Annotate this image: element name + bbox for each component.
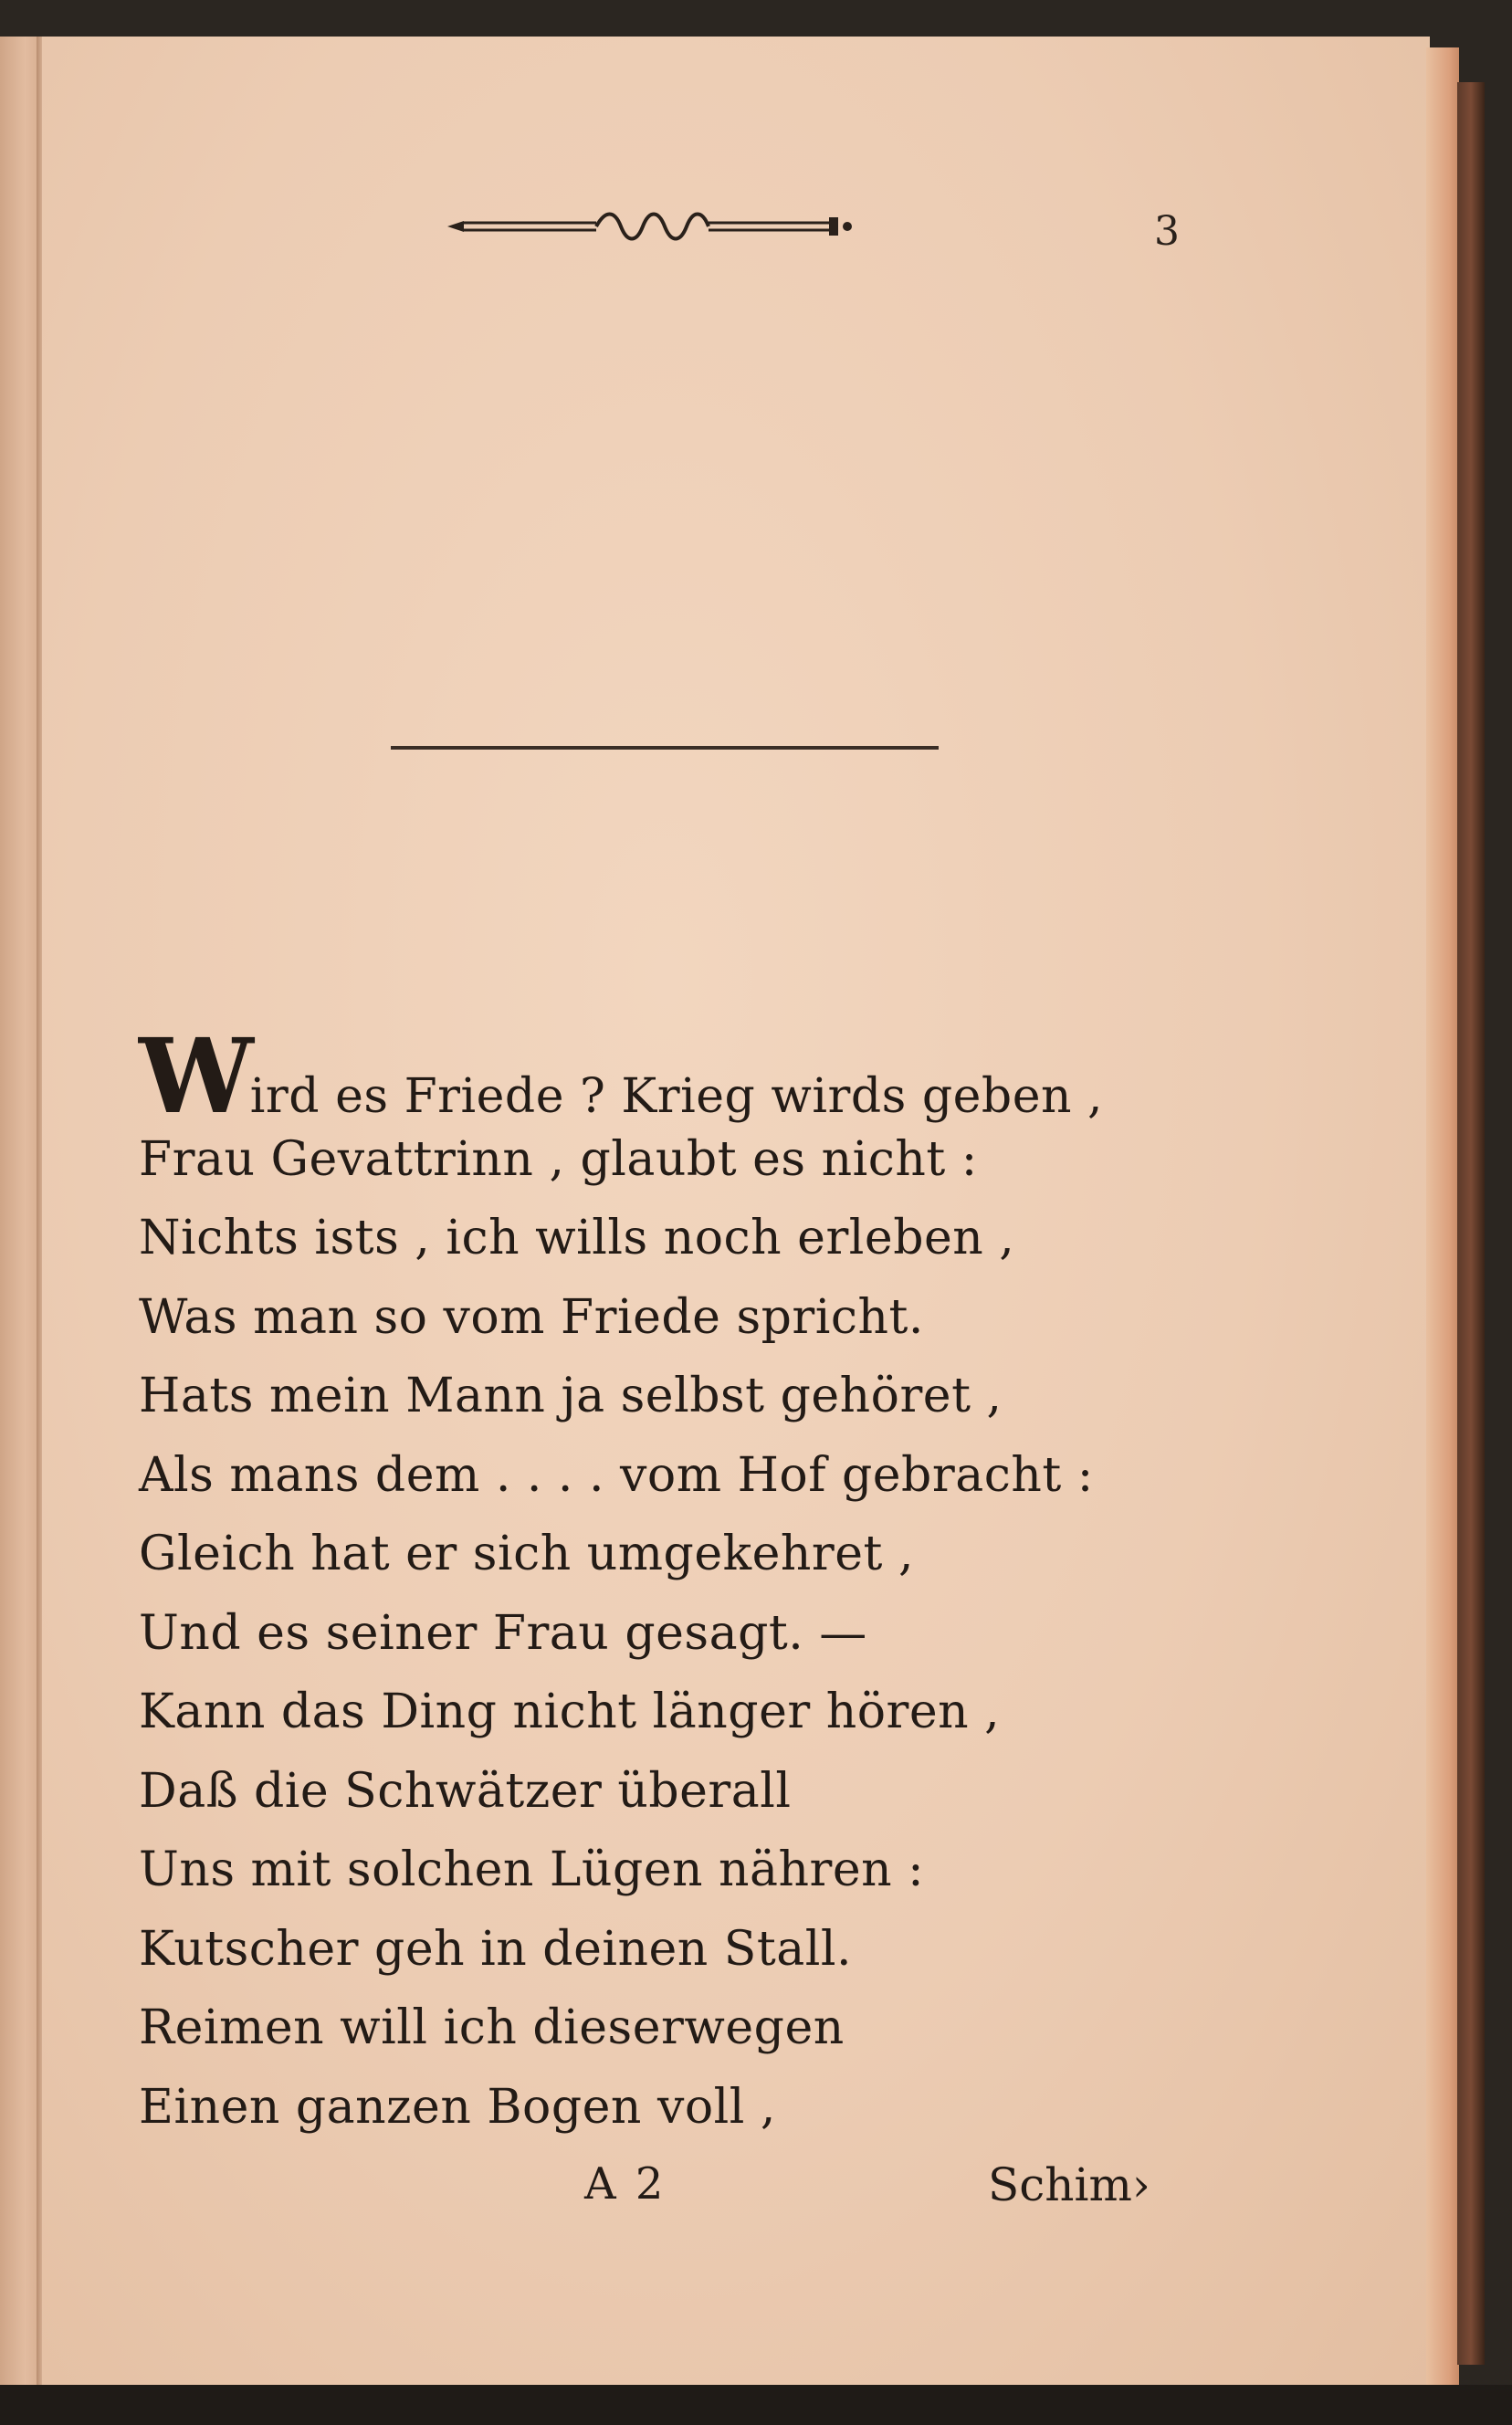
poem-line: Gleich hat er sich umgekehret , [139,1527,914,1581]
poem-line: Kutscher geh in deinen Stall. [139,1921,853,1977]
poem-line: Nichts ists , ich wills noch erleben , [139,1211,1015,1265]
right-page-edge [1426,47,1459,2385]
section-rule [391,746,939,750]
page-number: 3 [1154,208,1180,255]
bottom-shadow [0,2385,1512,2425]
poem-line: Was man so vom Friede spricht. [139,1289,924,1345]
header-ornament [446,203,875,247]
poem-line: Daß die Schwätzer überall [139,1763,792,1819]
drop-cap: W [139,1017,250,1137]
poem-line: Und es seiner Frau gesagt. — [139,1605,867,1661]
poem-line: Frau Gevattrinn , glaubt es nicht : [139,1131,978,1187]
poem-line: Reimen will ich dieserwegen [139,2000,845,2055]
signature-mark: A 2 [584,2158,664,2210]
poem-line: Kann das Ding nicht länger hören , [139,1685,1001,1739]
book-binding [1457,82,1485,2365]
poem-line: Hats mein Mann ja selbst gehöret , [139,1369,1003,1423]
poem-line: Einen ganzen Bogen voll , [139,2079,776,2135]
poem-line [139,1017,1107,1137]
catchword: Schim› [988,2158,1150,2211]
first-line-text: ird es Friede ? Krieg wirds geben , [249,1069,1104,1124]
poem-line: Uns mit solchen Lügen nähren : [139,1842,925,1897]
poem-text [139,1017,1107,2147]
poem-line: Als mans dem . . . . vom Hof gebracht : [139,1447,1094,1503]
